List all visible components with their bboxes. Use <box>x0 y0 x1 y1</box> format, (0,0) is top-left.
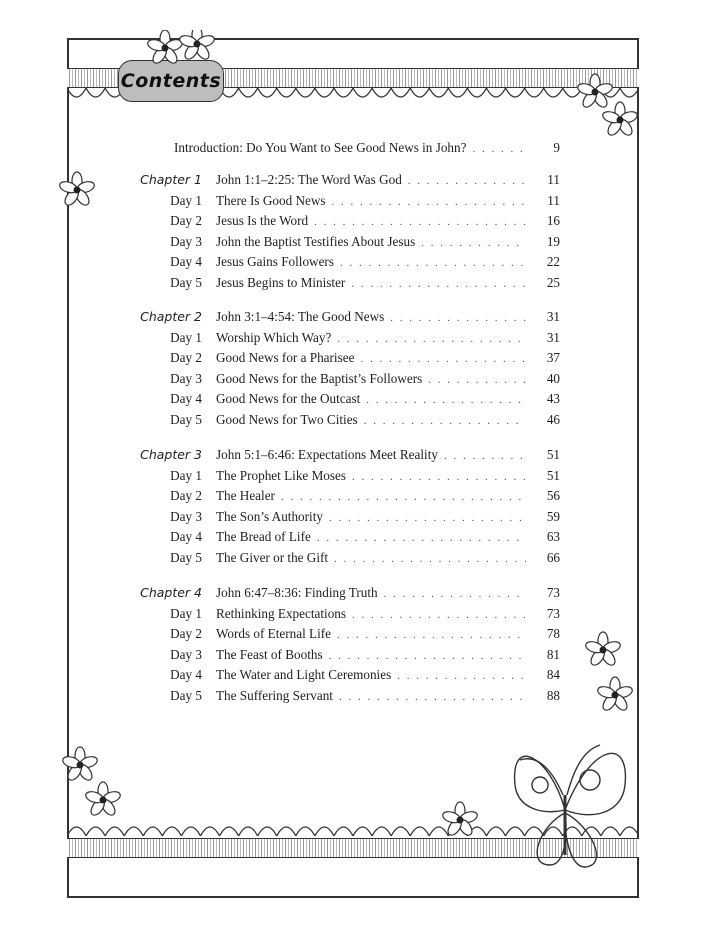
dot-leader <box>408 175 526 187</box>
day-label: Day 1 <box>170 467 202 483</box>
entry-title: Jesus Gains Followers <box>216 254 334 270</box>
day-label: Day 2 <box>170 488 202 504</box>
flower-icon <box>575 70 645 150</box>
toc-day-row <box>140 488 560 508</box>
dot-leader <box>340 257 526 269</box>
page-number: 40 <box>546 370 560 386</box>
dot-leader <box>397 670 526 682</box>
entry-title: Jesus Is the Word <box>216 213 309 229</box>
toc-chapter-row <box>140 172 560 192</box>
toc-day-row <box>140 350 560 370</box>
toc-day-row <box>140 626 560 646</box>
dot-leader <box>352 471 526 483</box>
dot-leader <box>334 553 526 565</box>
entry-title: The Water and Light Ceremonies <box>216 667 392 683</box>
page-number: 81 <box>546 646 560 662</box>
entry-title: John the Baptist Testifies About Jesus <box>216 233 416 249</box>
chapter-label: Chapter 4 <box>140 585 202 600</box>
chapter-label: Chapter 2 <box>140 309 202 324</box>
flower-icon <box>430 790 490 850</box>
entry-title: Good News for Two Cities <box>216 412 358 427</box>
dot-leader <box>366 394 526 406</box>
page-number: 73 <box>546 605 560 621</box>
day-label: Day 1 <box>170 605 202 621</box>
toc-day-row <box>140 688 560 708</box>
entry-title: John 5:1–6:46: Expectations Meet Reality <box>216 447 438 462</box>
page-number: 84 <box>546 667 560 683</box>
day-label: Day 3 <box>170 508 202 524</box>
page-number: 9 <box>553 140 560 155</box>
dot-leader <box>352 609 526 621</box>
day-label: Day 1 <box>170 329 202 345</box>
entry-title: The Prophet Like Moses <box>216 467 347 483</box>
entry-title: Good News for the Baptist’s Followers <box>216 370 423 386</box>
page-number: 63 <box>546 529 560 545</box>
page-number: 46 <box>546 412 560 427</box>
butterfly-icon <box>490 715 640 895</box>
page-number: 51 <box>546 447 560 462</box>
day-label: Day 2 <box>170 350 202 366</box>
toc-day-row <box>140 234 560 254</box>
toc-chapter-row <box>140 585 560 605</box>
dot-leader <box>317 532 526 544</box>
toc-day-row <box>140 330 560 350</box>
day-label: Day 5 <box>170 550 202 565</box>
dot-leader <box>329 512 526 524</box>
page-number: 25 <box>546 275 560 290</box>
dot-leader <box>314 216 526 228</box>
entry-title: Worship Which Way? <box>216 329 332 345</box>
entry-title: Good News for a Pharisee <box>216 350 355 366</box>
flower-icon <box>575 620 645 720</box>
entry-title: The Son’s Authority <box>216 508 323 524</box>
day-label: Day 4 <box>170 391 202 407</box>
entry-title: Introduction: Do You Want to See Good News in John? <box>174 140 467 155</box>
page-number: 73 <box>546 585 560 600</box>
toc-day-row <box>140 550 560 570</box>
day-label: Day 4 <box>170 254 202 270</box>
flower-icon <box>145 30 215 70</box>
page-number: 31 <box>546 329 560 345</box>
page-number: 88 <box>546 688 560 703</box>
toc-intro-row <box>140 140 560 160</box>
toc-day-row <box>140 193 560 213</box>
day-label: Day 5 <box>170 275 202 290</box>
dot-leader <box>384 588 526 600</box>
chapter-label: Chapter 3 <box>140 447 202 462</box>
entry-title: John 3:1–4:54: The Good News <box>216 309 385 324</box>
page-number: 22 <box>546 254 560 270</box>
dot-leader <box>390 312 526 324</box>
toc-day-row <box>140 647 560 667</box>
entry-title: Jesus Begins to Minister <box>216 275 346 290</box>
flower-icon <box>55 160 105 230</box>
page-number: 51 <box>546 467 560 483</box>
page-number: 11 <box>547 172 560 187</box>
dot-leader <box>329 650 526 662</box>
day-label: Day 5 <box>170 688 202 703</box>
toc-day-row <box>140 529 560 549</box>
toc-day-row <box>140 371 560 391</box>
dot-leader <box>364 415 526 427</box>
page-number: 11 <box>547 192 560 208</box>
entry-title: The Bread of Life <box>216 529 311 545</box>
toc-day-row <box>140 213 560 233</box>
flower-icon <box>55 740 135 830</box>
entry-title: Words of Eternal Life <box>216 626 332 642</box>
entry-title: John 1:1–2:25: The Word Was God <box>216 172 402 187</box>
dot-leader <box>472 143 526 155</box>
day-label: Day 4 <box>170 529 202 545</box>
day-label: Day 2 <box>170 213 202 229</box>
day-label: Day 3 <box>170 646 202 662</box>
entry-title: The Suffering Servant <box>216 688 333 703</box>
entry-title: Rethinking Expectations <box>216 605 347 621</box>
day-label: Day 5 <box>170 412 202 427</box>
page-number: 16 <box>546 213 560 229</box>
page-title: Contents <box>118 60 224 102</box>
toc-day-row <box>140 391 560 411</box>
dot-leader <box>444 450 526 462</box>
toc-day-row <box>140 667 560 687</box>
dot-leader <box>360 353 526 365</box>
page-number: 78 <box>546 626 560 642</box>
dot-leader <box>281 491 526 503</box>
chapter-label: Chapter 1 <box>140 172 202 187</box>
day-label: Day 3 <box>170 370 202 386</box>
toc-day-row <box>140 412 560 432</box>
page-number: 66 <box>546 550 560 565</box>
page-number: 56 <box>546 488 560 504</box>
toc-day-row <box>140 509 560 529</box>
toc-chapter-row <box>140 447 560 467</box>
entry-title: There Is Good News <box>216 192 326 208</box>
dot-leader <box>351 278 526 290</box>
page-number: 31 <box>546 309 560 324</box>
day-label: Day 3 <box>170 233 202 249</box>
toc-day-row <box>140 275 560 295</box>
day-label: Day 1 <box>170 192 202 208</box>
day-label: Day 4 <box>170 667 202 683</box>
dot-leader <box>421 237 526 249</box>
dot-leader <box>428 374 526 386</box>
dot-leader <box>332 196 527 208</box>
entry-title: Good News for the Outcast <box>216 391 361 407</box>
dot-leader <box>337 333 526 345</box>
page-number: 37 <box>546 350 560 366</box>
page-number: 59 <box>546 508 560 524</box>
entry-title: The Feast of Booths <box>216 646 323 662</box>
dot-leader <box>339 691 526 703</box>
toc-day-row <box>140 254 560 274</box>
entry-title: The Giver or the Gift <box>216 550 329 565</box>
toc-chapter-row <box>140 309 560 329</box>
day-label: Day 2 <box>170 626 202 642</box>
toc-day-row <box>140 468 560 488</box>
entry-title: John 6:47–8:36: Finding Truth <box>216 585 378 600</box>
dot-leader <box>337 629 526 641</box>
page-number: 19 <box>546 233 560 249</box>
toc-day-row <box>140 606 560 626</box>
page-number: 43 <box>546 391 560 407</box>
entry-title: The Healer <box>216 488 275 504</box>
